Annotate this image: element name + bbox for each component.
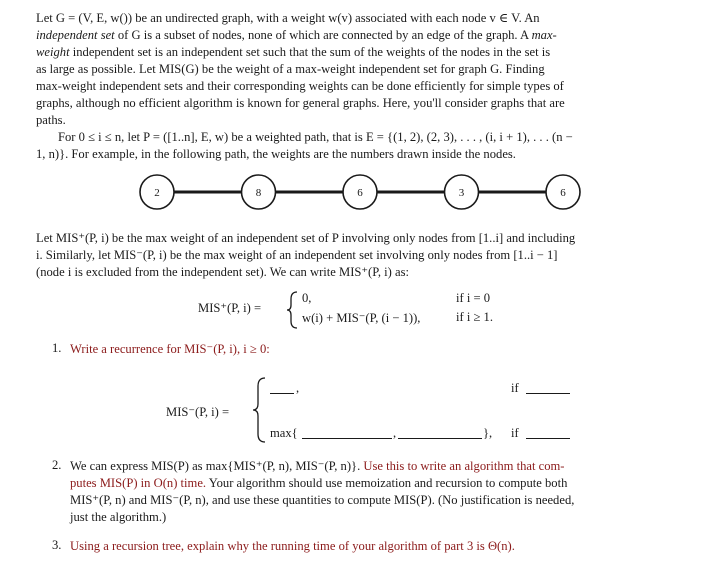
left-brace-icon (252, 376, 268, 444)
path-node-weight: 8 (255, 187, 262, 199)
recurrence-if-1: if (511, 381, 519, 395)
question-1-number: 1. (52, 341, 62, 355)
case-2-value: w(i) + MIS⁻(P, (i − 1)), (302, 311, 421, 325)
intro-paragraph-line-6: graphs, although no efficient algorithm is known for general graphs. Here, you'll consider graphs that are (36, 96, 565, 110)
mis-plus-definition-line-2: i. Similarly, let MIS⁻(P, i) be the max weight of an independent set involving only nodes from [1..i − 1] (36, 248, 558, 262)
question-2-number: 2. (52, 458, 62, 472)
question-2-line-1-prompt: Use this to write an algorithm that com- (363, 459, 565, 473)
intro-line-3-text: independent set is an independent set such that the sum of the weights of the nodes in the set is (72, 45, 551, 59)
question-2-line-1-plain: We can express MIS(P) as max{MIS⁺(P, n), MIS⁻(P, n)}. (70, 459, 361, 473)
question-2-line-3: MIS⁺(P, n) and MIS⁻(P, n), and use these quantities to compute MIS(P). (No justification is needed, (70, 493, 575, 507)
recurrence-max-arg-1-blank[interactable] (302, 438, 392, 439)
term-weight: weight (36, 45, 70, 59)
question-2-line-2-prompt: putes MIS(P) in O(n) time. (70, 476, 207, 490)
recurrence-max-arg-2-blank[interactable] (398, 438, 482, 439)
recurrence-case-1-condition-blank[interactable] (526, 393, 570, 394)
question-3-prompt: Using a recursion tree, explain why the running time of your algorithm of part 3 is Θ(n). (70, 539, 515, 553)
path-node-weight: 6 (560, 187, 566, 199)
recurrence-max-open: max{ (270, 426, 298, 440)
term-independent-set: independent set (36, 28, 115, 42)
path-node-weight: 3 (458, 187, 465, 199)
intro-paragraph-line-1: Let G = (V, E, w()) be an undirected graph, with a weight w(v) associated with each node v ∈ V. An (36, 11, 540, 25)
path-definition-line-2: 1, n)}. For example, in the following path, the weights are the numbers drawn inside the nodes. (36, 147, 516, 161)
recurrence-if-2: if (511, 426, 519, 440)
recurrence-max-comma: , (393, 426, 397, 440)
question-1-prompt: Write a recurrence for MIS⁻(P, i), i ≥ 0: (70, 342, 270, 356)
question-2-line-4: just the algorithm.) (70, 510, 167, 524)
path-node-weight: 6 (357, 187, 363, 199)
term-max: max- (531, 28, 557, 42)
path-definition-line-1: For 0 ≤ i ≤ n, let P = ([1..n], E, w) be a weighted path, that is E = {(1, 2), (2, 3), . . . , (i, i + 1), . . . (n − (58, 130, 573, 144)
mis-plus-definition-line-1: Let MIS⁺(P, i) be the max weight of an independent set of P involving only nodes from [1..i] and including (36, 231, 576, 245)
formula-lhs: MIS⁺(P, i) = (198, 301, 262, 315)
recurrence-case-2-condition-blank[interactable] (526, 438, 570, 439)
case-2-condition: if i ≥ 1. (456, 310, 493, 324)
case-1-value: 0, (302, 291, 312, 305)
mis-plus-definition-line-3: (node i is excluded from the independent set). We can write MIS⁺(P, i) as: (36, 265, 409, 279)
intro-paragraph-line-4: as large as possible. Let MIS(G) be the weight of a max-weight independent set for graph G. Finding (36, 62, 545, 76)
question-2-line-2 (70, 475, 686, 492)
question-2-line-2-plain: Your algorithm should use memoization and recursion to compute both (208, 476, 568, 490)
recurrence-max-close: }, (483, 426, 493, 440)
case-1-condition: if i = 0 (456, 291, 491, 305)
question-2-line-1 (70, 458, 686, 475)
recurrence-case-1-value-blank[interactable] (270, 393, 294, 394)
intro-paragraph-line-7: paths. (36, 113, 66, 127)
question-3-number: 3. (52, 538, 62, 552)
intro-paragraph-line-5: max-weight independent sets and their corresponding weights can be done efficiently for simple types of (36, 79, 564, 93)
path-node-weight: 2 (154, 187, 160, 199)
recurrence-lhs: MIS⁻(P, i) = (166, 405, 230, 419)
left-brace-icon (286, 290, 300, 330)
intro-line-2-text: of G is a subset of nodes, none of which are connected by an edge of the graph. A (117, 28, 529, 42)
recurrence-comma: , (296, 381, 300, 395)
